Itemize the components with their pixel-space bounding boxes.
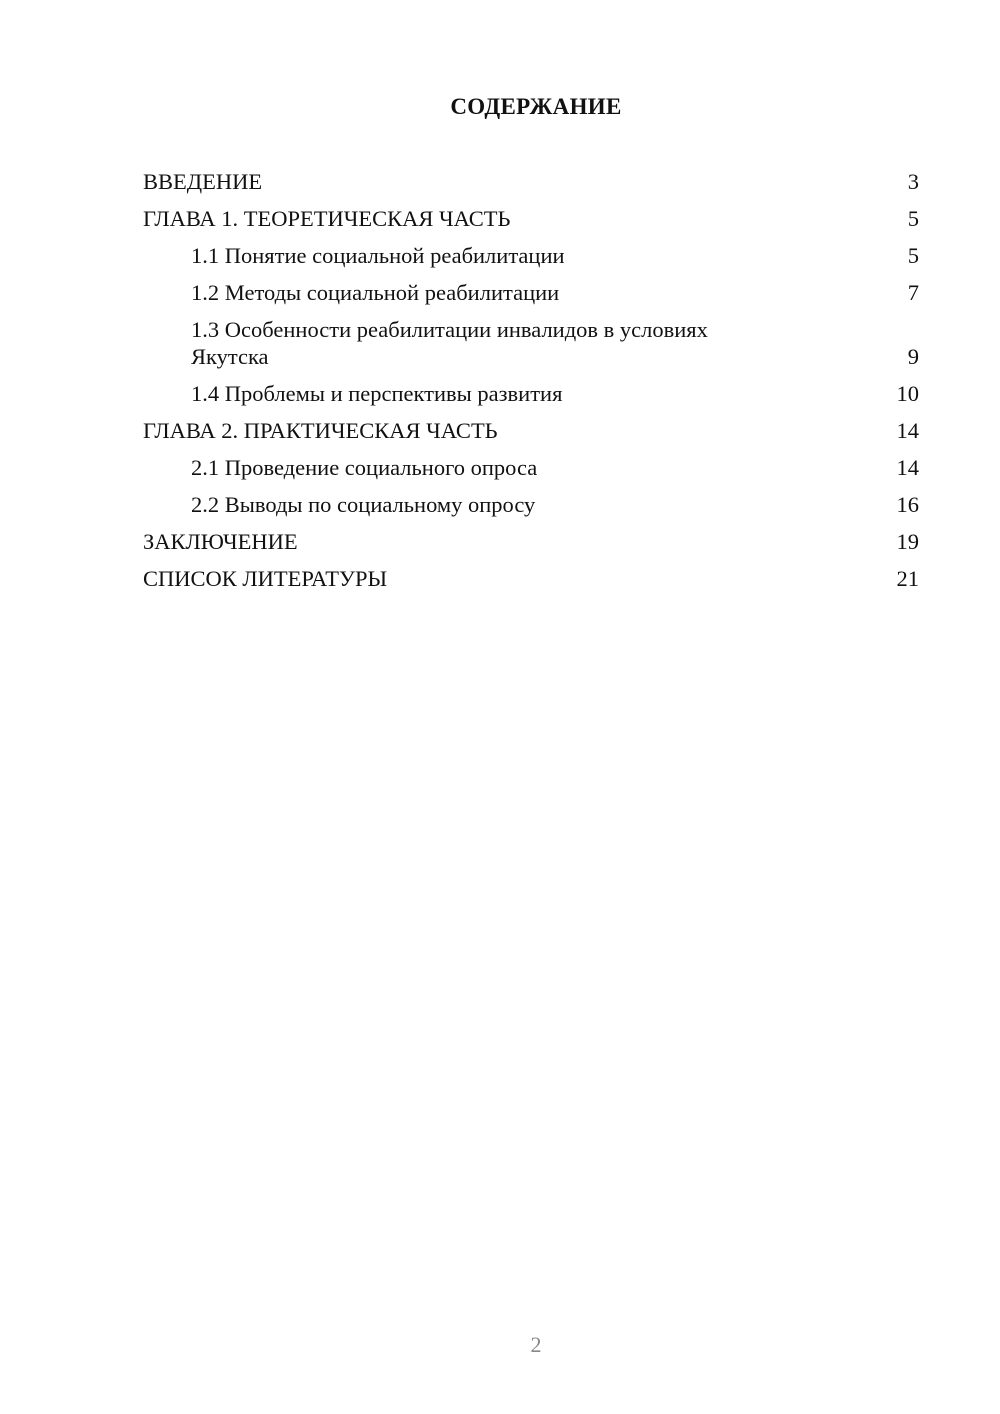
toc-entry-chapter-1[interactable] (143, 205, 919, 232)
toc-entry-title: 1.2 Методы социальной реабилитации (191, 280, 560, 305)
toc-entry-title: 1.4 Проблемы и перспективы развития (191, 381, 563, 406)
toc-entry-page: 9 (907, 344, 919, 369)
table-of-contents (143, 168, 919, 602)
toc-entry-page: 16 (896, 492, 919, 517)
toc-entry-section-1-4[interactable] (143, 380, 919, 407)
toc-entry-title: ГЛАВА 1. ТЕОРЕТИЧЕСКАЯ ЧАСТЬ (143, 206, 511, 231)
toc-entry-section-1-1[interactable] (143, 242, 919, 269)
toc-entry-bibliography[interactable] (143, 565, 919, 592)
page-number: 2 (530, 1332, 542, 1357)
toc-entry-section-2-2[interactable] (143, 491, 919, 518)
toc-entry-introduction[interactable] (143, 168, 919, 195)
toc-entry-title: 2.2 Выводы по социальному опросу (191, 492, 536, 517)
toc-entry-page: 14 (896, 418, 919, 443)
toc-entry-page: 7 (907, 280, 919, 305)
toc-entry-page: 5 (907, 243, 919, 268)
toc-entry-page: 19 (896, 529, 919, 554)
page-title: СОДЕРЖАНИЕ (450, 94, 622, 119)
toc-entry-conclusion[interactable] (143, 528, 919, 555)
toc-entry-section-1-2[interactable] (143, 279, 919, 306)
toc-entry-page: 14 (896, 455, 919, 480)
toc-entry-section-1-3[interactable] (143, 316, 919, 370)
toc-entry-title: 1.3 Особенности реабилитации инвалидов в условиях Якутска (191, 317, 708, 369)
toc-entry-title: ГЛАВА 2. ПРАКТИЧЕСКАЯ ЧАСТЬ (143, 418, 498, 443)
toc-entry-page: 5 (907, 206, 919, 231)
toc-entry-title: ЗАКЛЮЧЕНИЕ (143, 529, 298, 554)
toc-entry-chapter-2[interactable] (143, 417, 919, 444)
toc-entry-page: 3 (907, 169, 919, 194)
toc-entry-section-2-1[interactable] (143, 454, 919, 481)
toc-entry-page: 10 (896, 381, 919, 406)
toc-entry-title: 1.1 Понятие социальной реабилитации (191, 243, 565, 268)
toc-entry-title: 2.1 Проведение социального опроса (191, 455, 538, 480)
toc-entry-title: СПИСОК ЛИТЕРАТУРЫ (143, 566, 388, 591)
toc-entry-title: ВВЕДЕНИЕ (143, 169, 263, 194)
toc-entry-page: 21 (896, 566, 919, 591)
